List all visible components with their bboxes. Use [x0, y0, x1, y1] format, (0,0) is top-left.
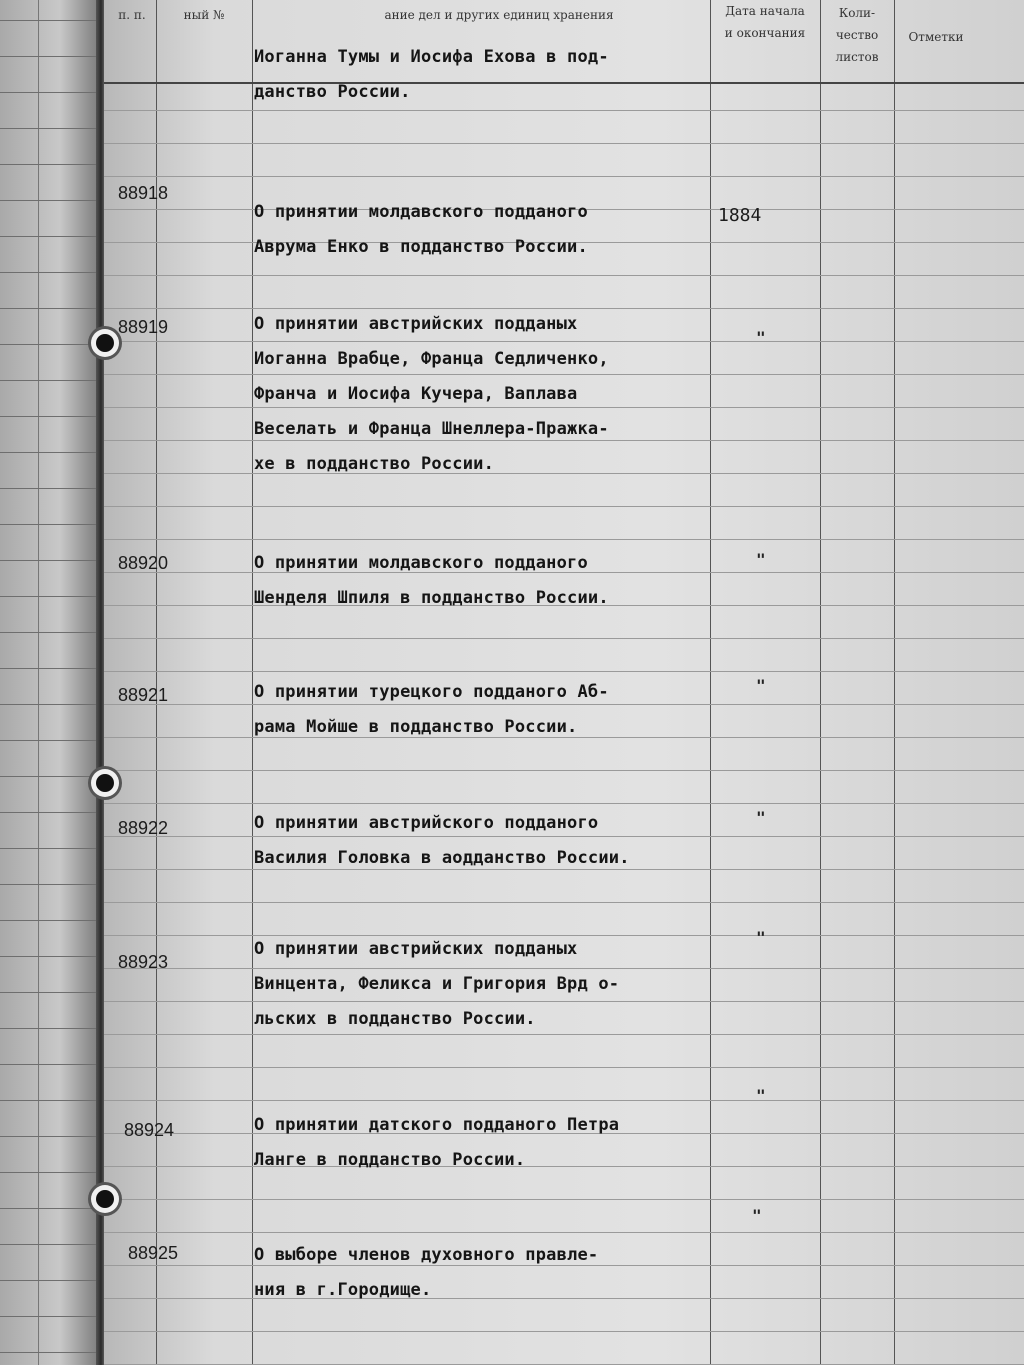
left-page-rule: [0, 1316, 100, 1317]
ruled-line: [104, 671, 1024, 672]
entry-title: О принятии турецкого подданого Аб- рама Мойше в подданство России.: [254, 682, 609, 737]
header-col-count: Коли- чество листов: [835, 6, 879, 64]
ditto-mark: ": [756, 808, 766, 827]
left-page-rule: [0, 596, 100, 597]
left-page-rule: [0, 236, 100, 237]
ruled-line: [104, 143, 1024, 144]
header-col-marks: Отметки: [908, 30, 964, 44]
left-page-rule: [0, 452, 100, 453]
ruled-line: [104, 1331, 1024, 1332]
left-page-column-line: [38, 0, 39, 1365]
left-page-rule: [0, 956, 100, 957]
left-page-rule: [0, 164, 100, 165]
ruled-line: [104, 1100, 1024, 1101]
entry-number: 88923: [118, 952, 169, 972]
binding-hole: [96, 774, 114, 792]
left-page-rule: [0, 632, 100, 633]
ruled-line: [104, 770, 1024, 771]
left-page-rule: [0, 1280, 100, 1281]
entry-number: 88924: [124, 1120, 175, 1140]
ruled-line: [104, 638, 1024, 639]
left-page-rule: [0, 560, 100, 561]
header-col-num: ный №: [183, 8, 225, 22]
left-page-rule: [0, 776, 100, 777]
left-page-rule: [0, 524, 100, 525]
column-divider: [156, 0, 157, 1365]
column-divider: [894, 0, 895, 1365]
left-page-rule: [0, 920, 100, 921]
entry-title: О принятии австрийских подданых Винцента, Феликса и Григория Врд о- льских в подданство России.: [254, 939, 620, 1029]
ruled-line: [104, 539, 1024, 540]
left-page-rule: [0, 128, 100, 129]
ditto-mark: ": [756, 328, 766, 347]
ditto-mark: ": [756, 550, 766, 569]
header-col-title: ание дел и других единиц хранения: [384, 8, 614, 22]
register-page: [104, 0, 1024, 1365]
ruled-line: [104, 275, 1024, 276]
entry-number: 88921: [118, 685, 169, 705]
left-page-rule: [0, 884, 100, 885]
left-page-rule: [0, 740, 100, 741]
entry-title: О принятии датского подданого Петра Ланге в подданство России.: [254, 1115, 620, 1170]
binding-hole: [96, 334, 114, 352]
left-page-rule: [0, 92, 100, 93]
left-page-rule: [0, 272, 100, 273]
entry-number: 88919: [118, 317, 169, 337]
left-page-rule: [0, 848, 100, 849]
left-page-rule: [0, 488, 100, 489]
left-page-rule: [0, 1100, 100, 1101]
entry-title: О принятии молдавского подданого Аврума Енко в подданство России.: [254, 202, 588, 257]
left-page: [0, 0, 100, 1365]
left-page-rule: [0, 1136, 100, 1137]
entry-title: О принятии австрийского подданого Василия Головка в аодданство России.: [254, 813, 630, 868]
ruled-line: [104, 803, 1024, 804]
left-page-rule: [0, 1028, 100, 1029]
left-page-rule: [0, 1352, 100, 1353]
left-page-rule: [0, 704, 100, 705]
left-page-rule: [0, 200, 100, 201]
entry-title: О принятии австрийских подданых Иоганна Врабце, Франца Седличенко, Франча и Иосифа Кучера, Ваплава Веселать и Франца Шнеллера-Пражка- хе в подданство России.: [254, 314, 609, 474]
left-page-rule: [0, 308, 100, 309]
header-col-date: Дата начала и окончания: [724, 4, 806, 40]
ruled-line: [104, 176, 1024, 177]
left-page-rule: [0, 992, 100, 993]
ruled-line: [104, 902, 1024, 903]
ruled-line: [104, 1232, 1024, 1233]
left-page-rule: [0, 1064, 100, 1065]
left-page-rule: [0, 1244, 100, 1245]
entry-title: Иоганна Тумы и Иосифа Ехова в под- данство России.: [254, 47, 609, 102]
entry-number: 88925: [128, 1243, 179, 1263]
entry-title: О принятии молдавского подданого Шенделя Шпиля в подданство России.: [254, 553, 609, 608]
ditto-mark: ": [756, 676, 766, 695]
left-page-rule: [0, 380, 100, 381]
ditto-mark: ": [752, 1206, 762, 1225]
left-page-rule: [0, 56, 100, 57]
left-page-rule: [0, 416, 100, 417]
left-page-rule: [0, 20, 100, 21]
ruled-line: [104, 1199, 1024, 1200]
ruled-line: [104, 110, 1024, 111]
ditto-mark: ": [756, 1086, 766, 1105]
entry-title: О выборе членов духовного правле- ния в г.Городище.: [254, 1245, 599, 1300]
entry-date: 1884: [718, 205, 762, 226]
entry-number: 88920: [118, 553, 169, 573]
column-divider: [252, 0, 253, 1365]
entry-number: 88922: [118, 818, 169, 838]
column-divider: [820, 0, 821, 1365]
left-page-rule: [0, 1208, 100, 1209]
ruled-line: [104, 506, 1024, 507]
left-page-rule: [0, 668, 100, 669]
left-page-rule: [0, 1172, 100, 1173]
ruled-line: [104, 1067, 1024, 1068]
header-col-pp: п. п.: [118, 8, 146, 22]
left-page-rule: [0, 812, 100, 813]
entry-number: 88918: [118, 183, 169, 203]
left-page-rule: [0, 344, 100, 345]
binding-hole: [96, 1190, 114, 1208]
ditto-mark: ": [756, 928, 766, 947]
